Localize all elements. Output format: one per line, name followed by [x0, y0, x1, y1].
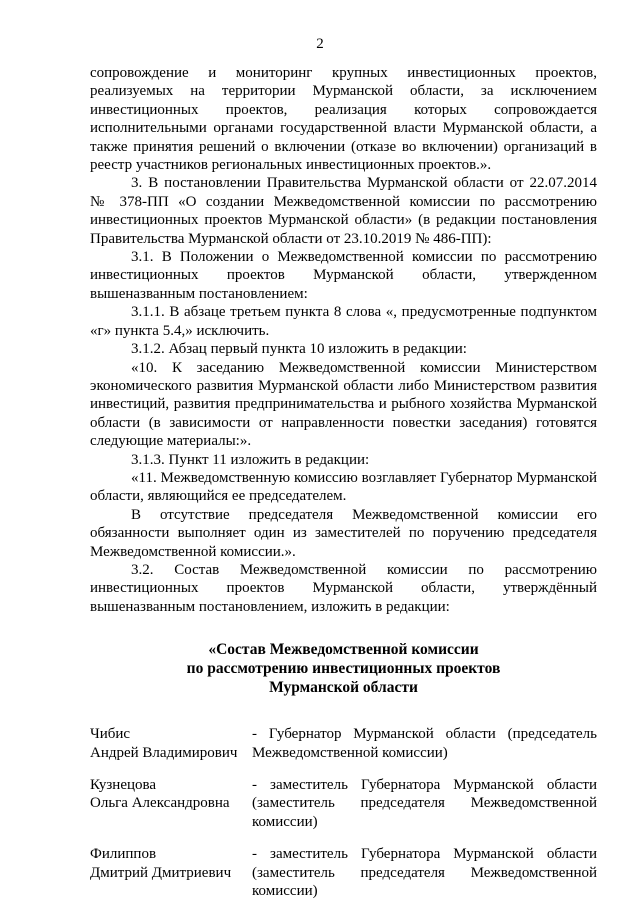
paragraph-item-3-1-2: 3.1.2. Абзац первый пункта 10 изложить в редакции:	[131, 341, 467, 358]
document-body	[90, 64, 597, 914]
member-surname: Чибис	[90, 726, 131, 743]
member-given-names: Ольга Александровна	[90, 795, 230, 812]
composition-title	[90, 640, 597, 697]
member-role: - заместитель Губернатора Мурманской области (заместитель председателя Межведомственной комиссии)	[252, 777, 597, 830]
member-name	[90, 725, 252, 762]
member-role: - заместитель Губернатора Мурманской области (заместитель председателя Межведомственной комиссии)	[252, 846, 597, 900]
paragraph-quote-10: «10. К заседанию Межведомственной комиссии Министерством экономического развития Мурманской области либо Министерством развития инвестиций, развития предпринимательства и рыбного хозяйства Мурманской области (в зависимости от направленности повестки заседания) готовятся следующие материалы:».	[90, 359, 597, 450]
member-surname: Филиппов	[90, 846, 157, 863]
member-surname: Кузнецова	[90, 777, 157, 793]
member-row	[90, 776, 597, 831]
composition-title-line: Мурманской области	[269, 679, 418, 697]
composition-title-line: по рассмотрению инвестиционных проектов	[186, 660, 501, 678]
paragraph-absence-clause: В отсутствие председателя Межведомственной комиссии его обязанности выполняет один из заместителей по поручению председателя Межведомственной комиссии.».	[90, 506, 597, 560]
member-given-names: Андрей Владимирович	[90, 744, 238, 761]
paragraph-item-3: 3. В постановлении Правительства Мурманской области от 22.07.2014 № 378-ПП «О создании Межведомственной комиссии по рассмотрению инвестиционных проектов Мурманской области» (в редакции постановления Правительства Мурманской области от 23.10.2019 № 486-ПП):	[90, 175, 597, 247]
composition-title-line: «Состав Межведомственной комиссии	[208, 641, 479, 659]
member-row	[90, 845, 597, 900]
paragraph-item-3-1-3: 3.1.3. Пункт 11 изложить в редакции:	[131, 451, 370, 468]
paragraph-item-3-1-1: 3.1.1. В абзаце третьем пункта 8 слова «, предусмотренные подпунктом «г» пункта 5.4,» исключить.	[90, 304, 597, 339]
member-given-names: Дмитрий Дмитриевич	[90, 864, 232, 881]
paragraph-item-3-2: 3.2. Состав Межведомственной комиссии по рассмотрению инвестиционных проектов Мурманской области, утверждённый вышеназванным постановлением, изложить в редакции:	[90, 561, 597, 615]
member-name	[90, 776, 252, 831]
paragraph-continuation: сопровождение и мониторинг крупных инвестиционных проектов, реализуемых на территории Мурманской области, за исключением инвестиционных проектов, реализация которых сопровождается исполнительными органами государственной власти Мурманской области, а также принятия решений о включении (отказе во включении) организаций в реестр участников региональных инвестиционных проектов.».	[90, 65, 597, 174]
paragraph-quote-11: «11. Межведомственную комиссию возглавляет Губернатор Мурманской области, являющийся ее председателем.	[90, 469, 597, 505]
paragraph-item-3-1: 3.1. В Положении о Межведомственной комиссии по рассмотрению инвестиционных проектов Мурманской области, утвержденном вышеназванным постановлением:	[90, 249, 597, 302]
members-list	[90, 725, 597, 900]
page-number: 2	[316, 36, 324, 52]
member-role: - Губернатор Мурманской области (председатель Межведомственной комиссии)	[252, 726, 597, 761]
member-name	[90, 845, 252, 900]
member-row	[90, 725, 597, 762]
